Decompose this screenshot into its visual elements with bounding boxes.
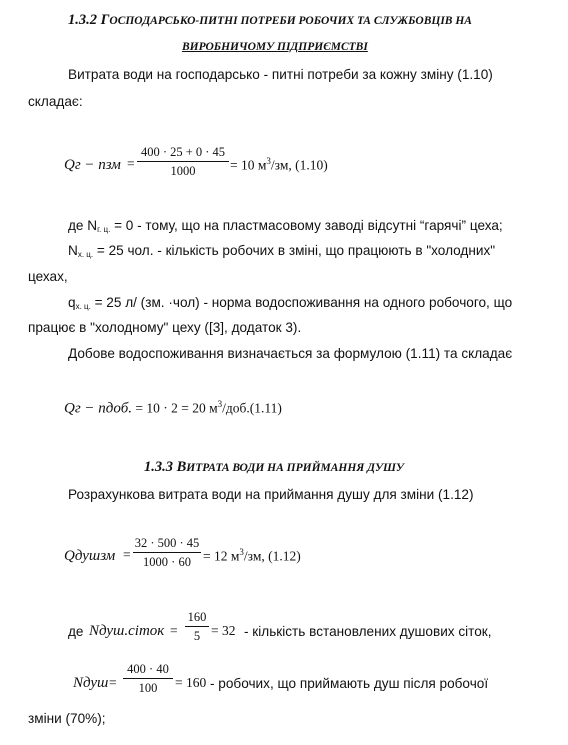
formula-result: = 160: [175, 675, 207, 690]
formula-1-11: [64, 399, 282, 418]
text: = 0 - тому, що на пластмасовому заводі відсутні “гарячі” цеха;: [110, 218, 503, 233]
paragraph-line: Витрата води на господарсько - питні потреби за кожну зміну (1.10): [68, 67, 493, 82]
paragraph-line: [68, 295, 512, 311]
formula-sup: 3: [217, 399, 223, 409]
paragraph-line: [68, 218, 503, 234]
formula-rhs: [230, 156, 328, 174]
formula-lhs: Nдуш.сіток: [89, 623, 165, 639]
heading-cap: Г: [100, 12, 110, 28]
section-heading-1-3-2-line2: [182, 38, 368, 55]
heading-cap: В: [176, 459, 187, 475]
formula-unit: /доб.(1.11): [222, 400, 282, 416]
formula-rhs: [203, 547, 301, 565]
fraction-denominator: 1000 · 60: [143, 555, 191, 569]
formula-result: = 12 м: [203, 548, 240, 564]
text: q: [68, 295, 76, 310]
subscript: х. ц.: [75, 302, 91, 311]
paragraph-line: Розрахункова витрата води на приймання душу для зміни (1.12): [68, 487, 474, 502]
formula-equals: =: [170, 623, 178, 638]
paragraph-line: [68, 243, 495, 259]
formula-lhs: Qг − пзм: [64, 157, 121, 173]
formula-lhs: Qдушзм: [64, 548, 116, 564]
formula-description: - кількість встановлених душових сіток,: [244, 624, 492, 639]
fraction-denominator: 100: [138, 681, 158, 695]
fraction-denominator: 5: [193, 629, 201, 643]
section-heading-1-3-3: [144, 459, 404, 476]
text: де N: [68, 218, 98, 233]
formula-equals: =: [127, 156, 135, 171]
heading-number: 1.3.2: [68, 12, 101, 28]
formula-equals: =: [109, 675, 117, 690]
formula-unit: /зм, (1.12): [243, 548, 301, 564]
formula-unit: /зм, (1.10): [270, 157, 328, 173]
formula-fraction: [137, 145, 229, 179]
fraction-bar: [123, 678, 173, 679]
formula-prefix: де: [68, 624, 84, 639]
fraction-numerator: 32 · 500 · 45: [134, 536, 200, 550]
heading-rest: ИТРАТА ВОДИ НА ПРИЙМАННЯ ДУШУ: [186, 462, 404, 474]
formula-fraction: [123, 662, 173, 696]
fraction-denominator: 1000: [170, 164, 196, 178]
fraction-numerator: 160: [187, 610, 207, 624]
paragraph-line: Добове водоспоживання визначається за формулою (1.11) та складає: [68, 346, 513, 361]
formula-fraction: [133, 536, 201, 570]
paragraph-line: зміни (70%);: [28, 711, 106, 726]
formula-result: = 10 м: [230, 157, 267, 173]
subscript: г. ц.: [97, 225, 111, 234]
fraction-numerator: 400 · 40: [127, 662, 169, 676]
text: = 25 чол. - кількість робочих в зміні, що працюють в "холодних": [93, 243, 496, 258]
formula-result: = 32: [211, 623, 236, 638]
subscript: х. ц.: [77, 250, 94, 259]
formula-sup: 3: [239, 547, 244, 557]
formula-result: = 10 · 2 = 20 м: [132, 400, 218, 416]
formula-equals: =: [123, 547, 131, 562]
fraction-numerator: 400 · 25 + 0 · 45: [140, 145, 226, 159]
heading-rest: ОСПОДАРСЬКО-ПИТНІ ПОТРЕБИ РОБОЧИХ ТА СЛУЖБОВЦІВ НА: [109, 15, 472, 27]
fraction-bar: [185, 626, 209, 627]
heading-number: 1.3.3: [144, 459, 177, 475]
formula-lhs: Nдуш: [73, 675, 109, 691]
heading-line2: ВИРОБНИЧОМУ ПІДПРИЄМСТВІ: [182, 41, 368, 53]
formula-sup: 3: [266, 156, 271, 166]
paragraph-line: працює в "холодному" цеху ([3], додаток 3).: [28, 320, 302, 335]
fraction-bar: [137, 161, 229, 162]
paragraph-line: складає:: [28, 94, 83, 109]
formula-lhs: Qг − пдоб.: [64, 400, 132, 417]
fraction-bar: [133, 552, 201, 553]
text: = 25 л/ (зм. ·чол) - норма водоспоживання на одного робочого, що: [90, 295, 513, 310]
paragraph-line: цехах,: [28, 269, 68, 284]
formula-fraction: [185, 610, 209, 644]
text: N: [68, 243, 78, 258]
section-heading-1-3-2: [68, 12, 472, 29]
formula-description: - робочих, що приймають душ після робочої: [210, 676, 489, 691]
